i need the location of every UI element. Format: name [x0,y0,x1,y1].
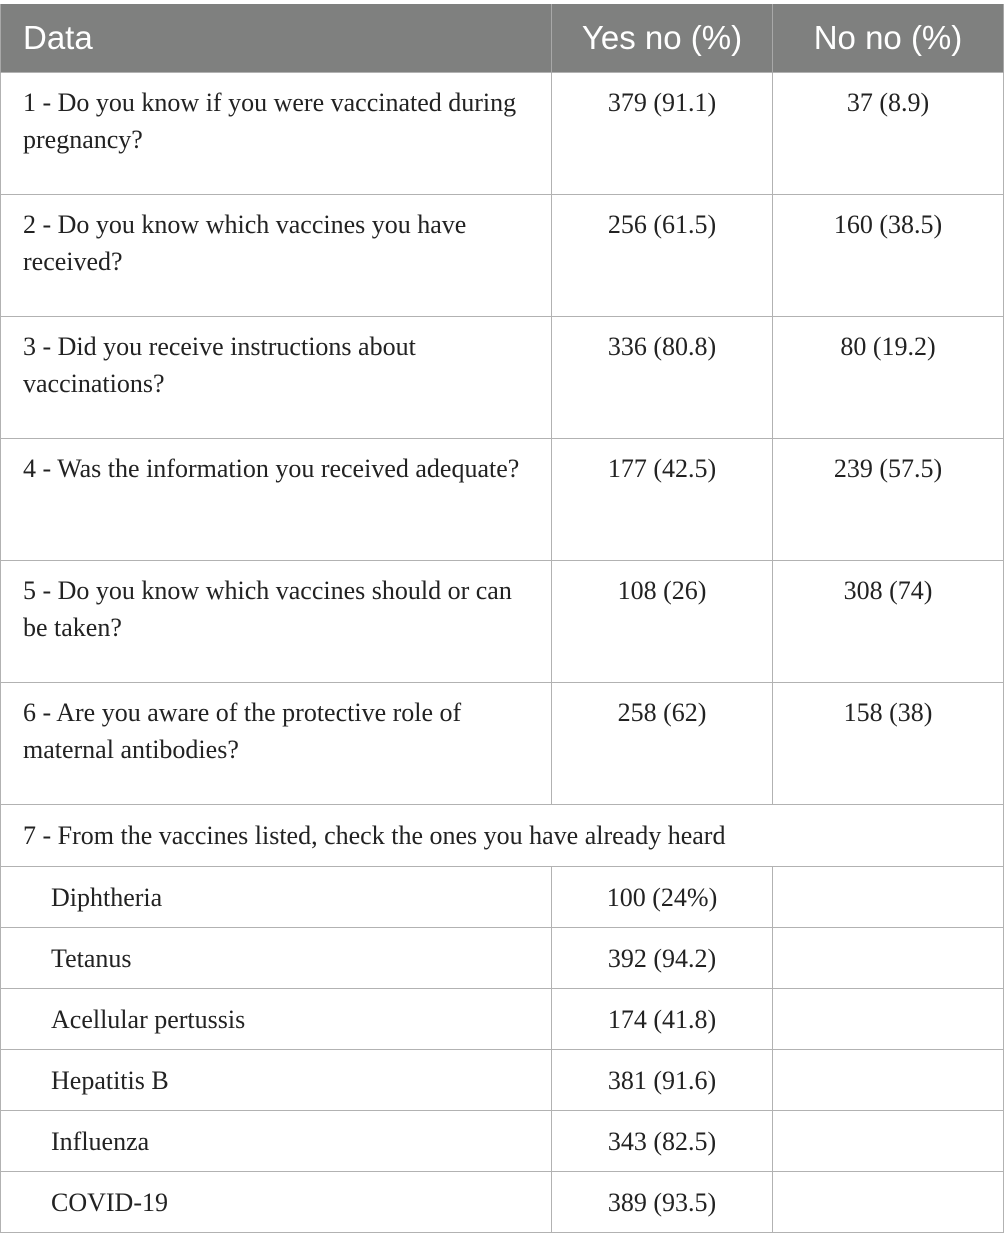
vaccine-yes-value: 343 (82.5) [552,1111,773,1172]
vaccine-no-value [773,1172,1004,1233]
vaccine-yes-value: 392 (94.2) [552,928,773,989]
question-row [1,195,1004,317]
vaccine-name: Acellular pertussis [1,989,552,1050]
vaccine-name: Hepatitis B [1,1050,552,1111]
yes-value: 177 (42.5) [552,439,773,561]
vaccine-no-value [773,928,1004,989]
question-text: 6 - Are you aware of the protective role of maternal antibodies? [1,683,552,805]
question-text: 4 - Was the information you received adequate? [1,439,552,561]
question-row [1,73,1004,195]
vaccine-row [1,1050,1004,1111]
vaccine-name: Diphtheria [1,867,552,928]
vaccine-name: Tetanus [1,928,552,989]
yes-value: 379 (91.1) [552,73,773,195]
question-row [1,439,1004,561]
question-text: 2 - Do you know which vaccines you have received? [1,195,552,317]
vaccine-row [1,1111,1004,1172]
yes-value: 258 (62) [552,683,773,805]
question-text: 5 - Do you know which vaccines should or can be taken? [1,561,552,683]
vaccine-yes-value: 381 (91.6) [552,1050,773,1111]
yes-value: 256 (61.5) [552,195,773,317]
section-row [1,805,1004,867]
vaccine-name: Influenza [1,1111,552,1172]
header-yes: Yes no (%) [552,4,773,73]
header-row [1,4,1004,73]
vaccine-no-value [773,1111,1004,1172]
no-value: 160 (38.5) [773,195,1004,317]
question-text: 3 - Did you receive instructions about vaccinations? [1,317,552,439]
question-row [1,317,1004,439]
no-value: 308 (74) [773,561,1004,683]
header-data: Data [1,4,552,73]
vaccine-yes-value: 174 (41.8) [552,989,773,1050]
vaccine-yes-value: 100 (24%) [552,867,773,928]
yes-value: 108 (26) [552,561,773,683]
vaccine-no-value [773,1050,1004,1111]
vaccine-row [1,989,1004,1050]
header-no: No no (%) [773,4,1004,73]
yes-value: 336 (80.8) [552,317,773,439]
vaccine-yes-value: 389 (93.5) [552,1172,773,1233]
section-title: 7 - From the vaccines listed, check the ones you have already heard [1,805,1004,867]
vaccination-survey-table [0,4,1004,1233]
question-row [1,683,1004,805]
vaccine-row [1,928,1004,989]
no-value: 239 (57.5) [773,439,1004,561]
vaccine-name: COVID-19 [1,1172,552,1233]
vaccine-no-value [773,867,1004,928]
vaccine-no-value [773,989,1004,1050]
no-value: 80 (19.2) [773,317,1004,439]
question-row [1,561,1004,683]
no-value: 37 (8.9) [773,73,1004,195]
vaccine-row [1,867,1004,928]
question-text: 1 - Do you know if you were vaccinated during pregnancy? [1,73,552,195]
vaccine-row [1,1172,1004,1233]
no-value: 158 (38) [773,683,1004,805]
